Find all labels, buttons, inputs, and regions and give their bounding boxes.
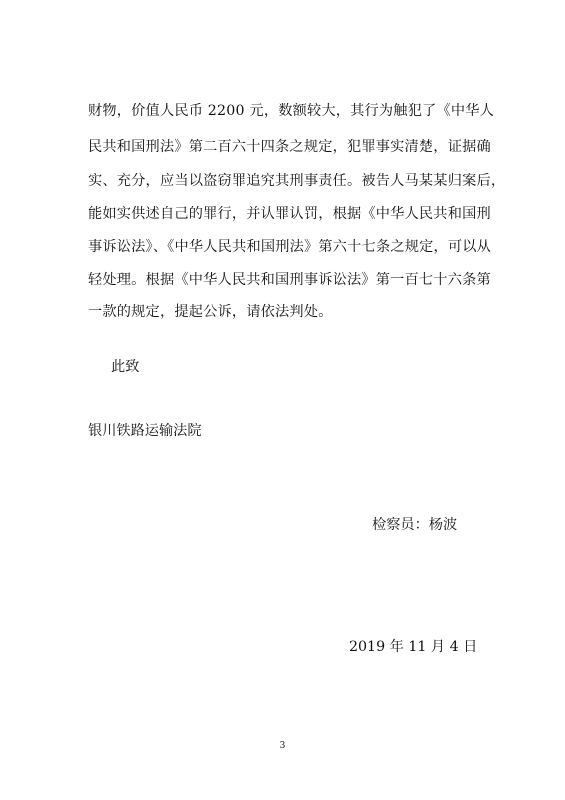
document-date: 2019 年 11 月 4 日 — [349, 639, 478, 655]
body-line-1: 财物，价值人民币 2200 元，数额较大，其行为触犯了《中华人 — [88, 103, 495, 119]
prosecutor-signature: 检察员：杨波 — [372, 517, 458, 533]
page-number: 3 — [279, 741, 286, 751]
body-line-3: 实、充分，应当以盗窃罪追究其刑事责任。被告人马某某归案后， — [88, 173, 506, 189]
body-line-2: 民共和国刑法》第二百六十四条之规定，犯罪事实清楚，证据确 — [88, 139, 491, 155]
body-line-4: 能如实供述自己的罪行，并认罪认罚，根据《中华人民共和国刑 — [88, 206, 491, 222]
court-name: 银川铁路运输法院 — [88, 423, 202, 439]
body-line-7: 一款的规定，提起公诉，请依法判处。 — [88, 304, 333, 320]
body-line-5: 事诉讼法》、《中华人民共和国刑法》第六十七条之规定，可以从 — [88, 239, 492, 255]
salutation: 此致 — [111, 359, 140, 375]
body-line-6: 轻处理。根据《中华人民共和国刑事诉讼法》第一百七十六条第 — [88, 272, 491, 288]
